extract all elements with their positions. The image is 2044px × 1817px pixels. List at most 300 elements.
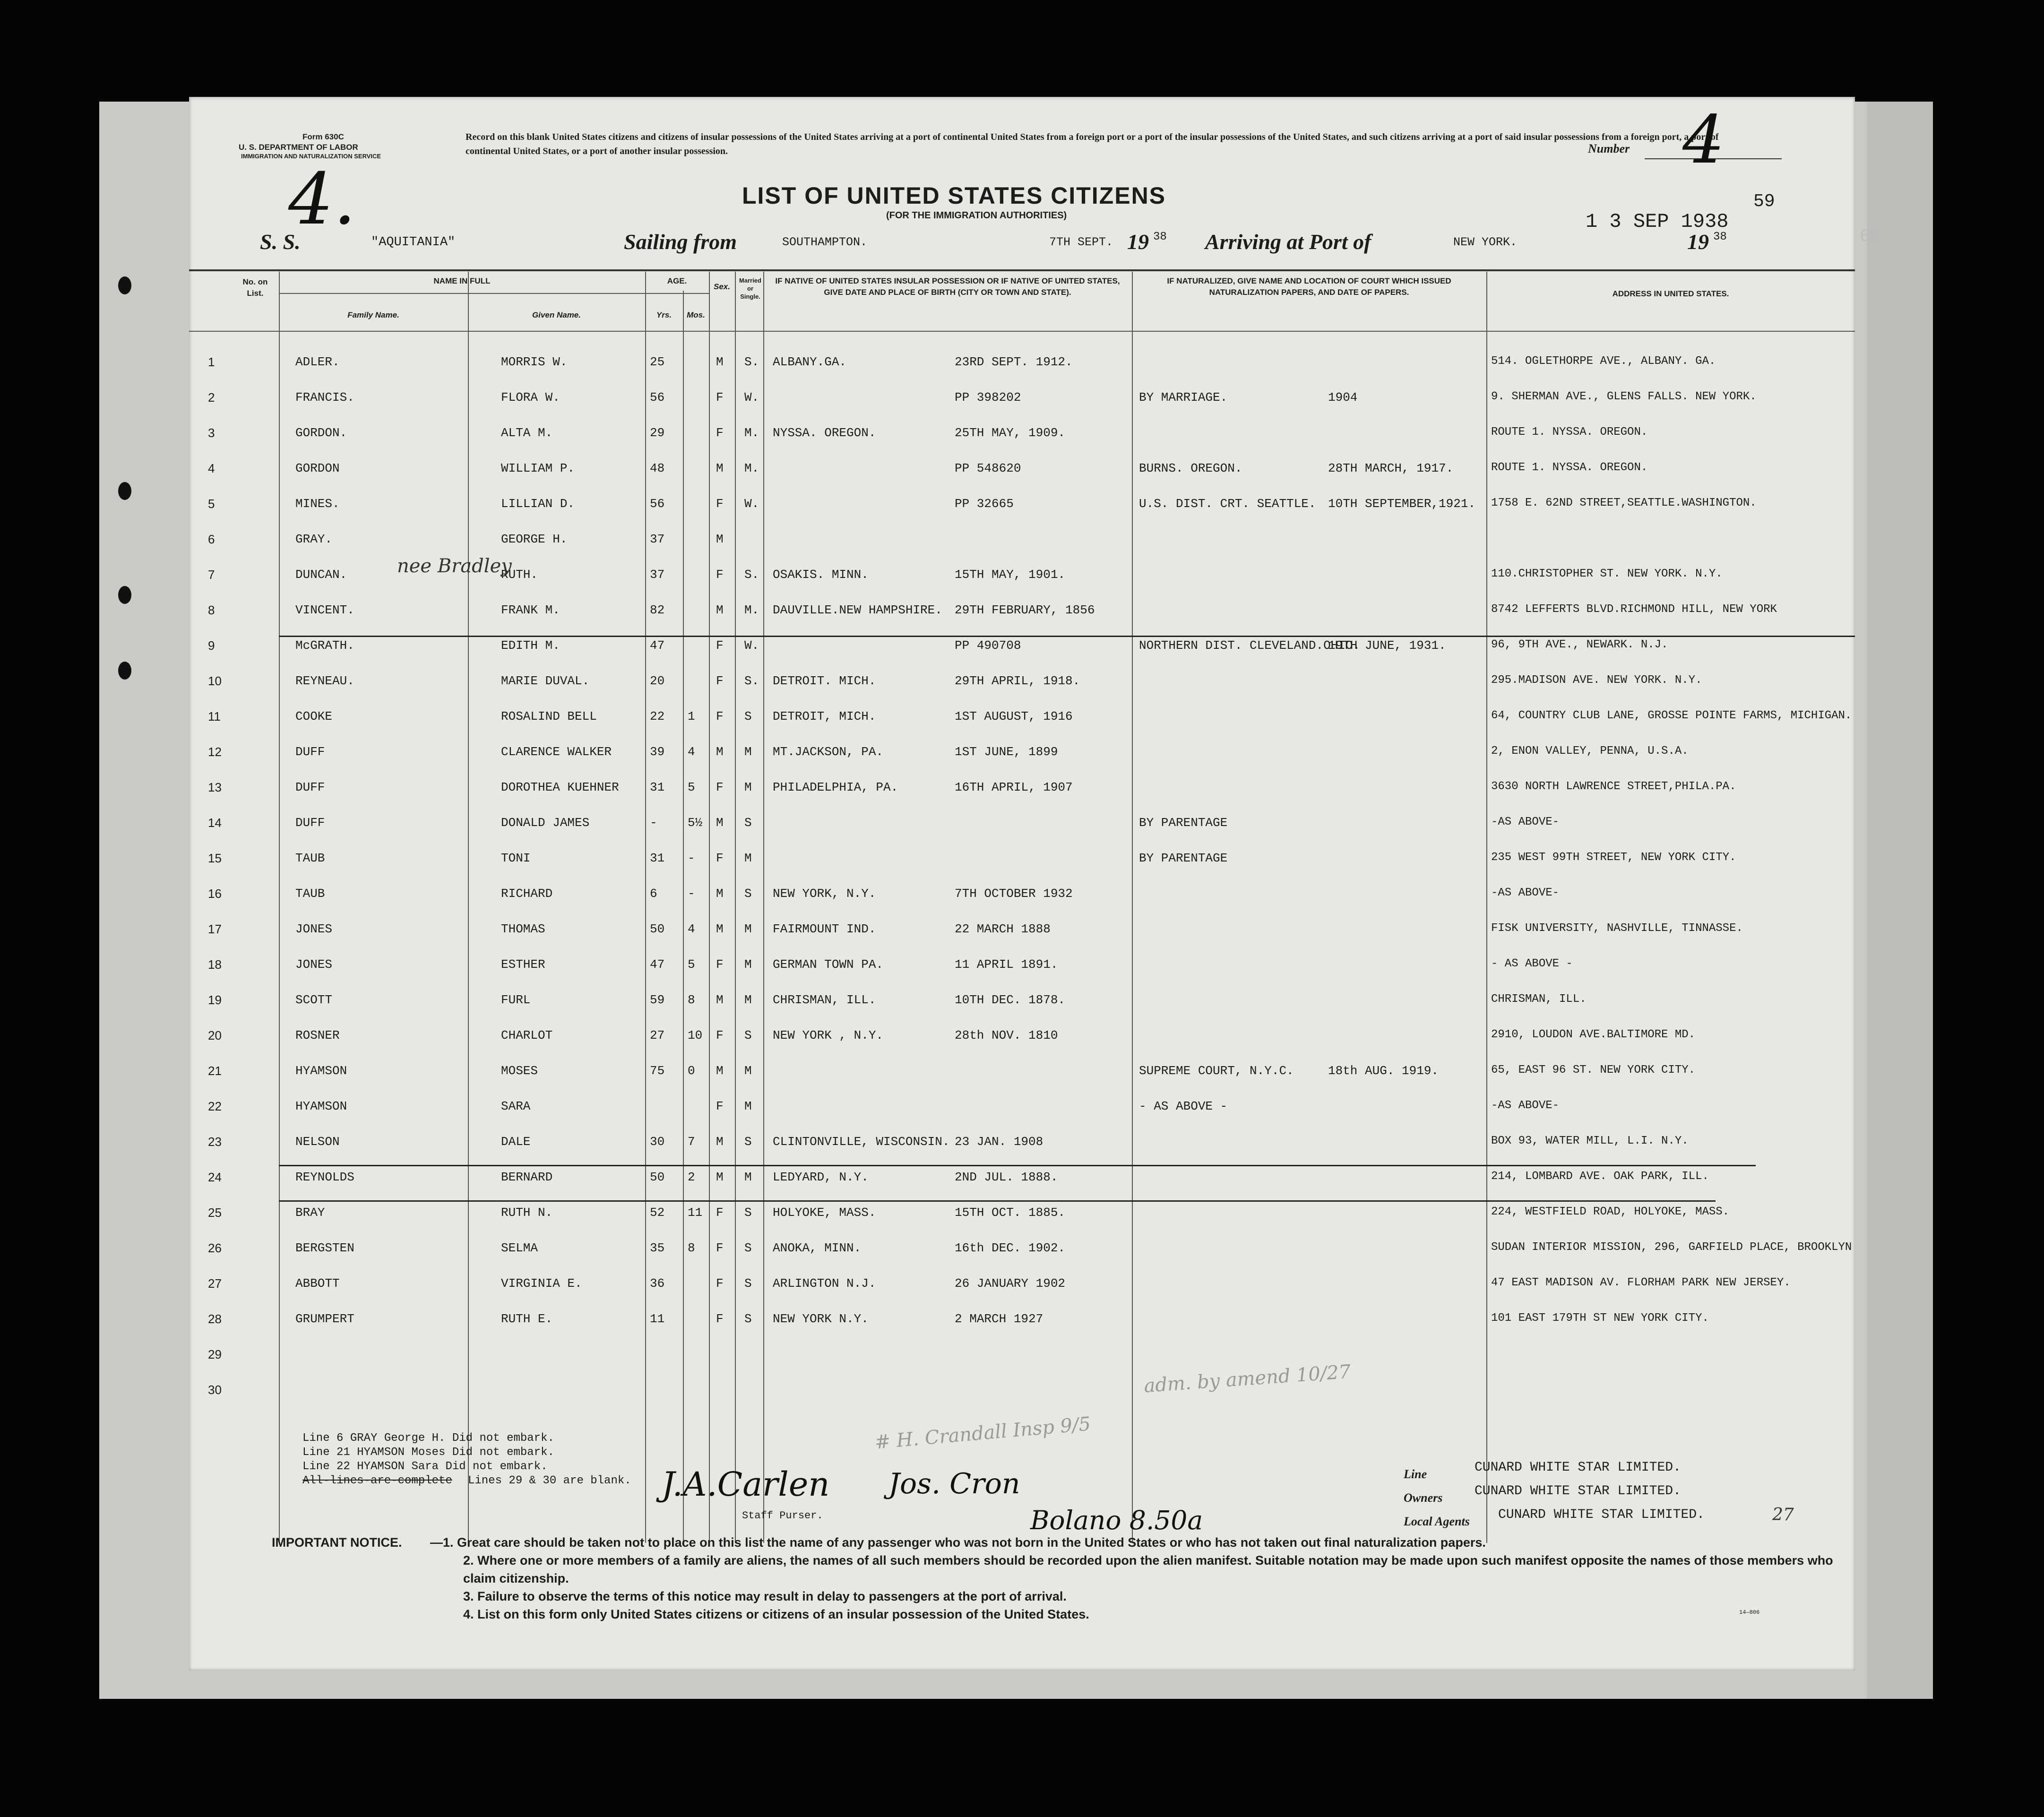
- birth-place: CHRISMAN, ILL.: [773, 993, 876, 1007]
- us-address: 3630 NORTH LAWRENCE STREET,PHILA.PA.: [1491, 780, 1736, 793]
- row-number: 12: [208, 745, 222, 759]
- col-no: No. on List.: [242, 277, 268, 298]
- age-years: 47: [650, 638, 665, 653]
- page-subtitle: (FOR THE IMMIGRATION AUTHORITIES): [886, 210, 1067, 221]
- us-address: ROUTE 1. NYSSA. OREGON.: [1491, 461, 1648, 474]
- notice-3: 3. Failure to observe the terms of this notice may result in delay to passengers at the port of arrival.: [463, 1589, 1067, 1603]
- birth-date: 29TH APRIL, 1918.: [955, 674, 1080, 688]
- us-address: 1758 E. 62ND STREET,SEATTLE.WASHINGTON.: [1491, 497, 1757, 509]
- given-name: RICHARD: [501, 887, 553, 901]
- marital-status: W.: [744, 638, 759, 653]
- owners-value: CUNARD WHITE STAR LIMITED.: [1475, 1484, 1681, 1498]
- table-row: [189, 662, 1855, 697]
- table-row: [189, 1229, 1855, 1264]
- marital-status: M: [744, 1099, 752, 1113]
- handwritten-inspector: # H. Crandall Insp 9/5: [873, 1413, 1092, 1454]
- service: IMMIGRATION AND NATURALIZATION SERVICE: [241, 153, 381, 160]
- marital-status: M: [744, 993, 752, 1007]
- col-given: Given Name.: [532, 310, 581, 319]
- age-months: -: [688, 851, 695, 865]
- sex: F: [716, 1206, 724, 1220]
- age-months: 5½: [688, 816, 703, 830]
- family-name: BRAY: [295, 1206, 325, 1220]
- us-address: 64, COUNTRY CLUB LANE, GROSSE POINTE FARMS, MICHIGAN.: [1491, 709, 1852, 722]
- sex: F: [716, 1099, 724, 1113]
- us-address: -AS ABOVE-: [1491, 1099, 1560, 1112]
- naturalization-court: - AS ABOVE -: [1139, 1099, 1228, 1113]
- header-rule: [189, 269, 1855, 271]
- given-name: VIRGINIA E.: [501, 1276, 582, 1291]
- age-years: 31: [650, 851, 665, 865]
- naturalization-date: 1904: [1328, 390, 1358, 405]
- age-years: 37: [650, 532, 665, 546]
- naturalization-date: 18th AUG. 1919.: [1328, 1064, 1439, 1078]
- family-name: NELSON: [295, 1135, 340, 1149]
- birth-place: NYSSA. OREGON.: [773, 426, 876, 440]
- family-name: REYNEAU.: [295, 674, 354, 688]
- birth-date: 26 JANUARY 1902: [955, 1276, 1066, 1291]
- manifest-rows: [189, 343, 1855, 1524]
- col-yrs: Yrs.: [656, 310, 672, 319]
- table-row: [189, 343, 1855, 378]
- line-label: Line: [1404, 1467, 1427, 1481]
- given-name: SARA: [501, 1099, 531, 1113]
- birth-place: NEW YORK , N.Y.: [773, 1028, 884, 1042]
- age-months: 7: [688, 1135, 695, 1149]
- row-number: 17: [208, 922, 222, 936]
- birth-place: DAUVILLE.NEW HAMPSHIRE.: [773, 603, 942, 617]
- marital-status: S: [744, 1135, 752, 1149]
- sex: M: [716, 745, 724, 759]
- local-agents-value: CUNARD WHITE STAR LIMITED.: [1498, 1507, 1705, 1522]
- marital-status: S.: [744, 568, 759, 582]
- marital-status: S: [744, 816, 752, 830]
- birth-date: 16TH APRIL, 1907: [955, 780, 1073, 794]
- age-months: 5: [688, 957, 695, 972]
- given-name: RUTH N.: [501, 1206, 553, 1220]
- table-row: [189, 945, 1855, 981]
- family-name: FRANCIS.: [295, 390, 354, 405]
- age-years: 27: [650, 1028, 665, 1042]
- birth-date: 10TH DEC. 1878.: [955, 993, 1066, 1007]
- marital-status: M.: [744, 461, 759, 475]
- family-name: HYAMSON: [295, 1099, 347, 1113]
- given-name: RUTH.: [501, 568, 538, 582]
- given-name: FURL: [501, 993, 531, 1007]
- col-married: Married or Single.: [739, 277, 761, 300]
- age-months: 5: [688, 780, 695, 794]
- marital-status: S: [744, 709, 752, 723]
- sex: F: [716, 390, 724, 405]
- birth-place: ANOKA, MINN.: [773, 1241, 862, 1255]
- age-months: 1: [688, 709, 695, 723]
- ss-label: S. S.: [260, 230, 301, 254]
- us-address: - AS ABOVE -: [1491, 957, 1573, 970]
- age-years: 37: [650, 568, 665, 582]
- table-row: [189, 1051, 1855, 1087]
- note-line-2: Line 21 HYAMSON Moses Did not embark.: [302, 1446, 554, 1459]
- given-name: FRANK M.: [501, 603, 560, 617]
- family-name: GRAY.: [295, 532, 333, 546]
- table-row: [189, 1122, 1855, 1158]
- family-name: BERGSTEN: [295, 1241, 354, 1255]
- inspector-signature: Jos. Cron: [888, 1467, 1020, 1500]
- marital-status: M: [744, 780, 752, 794]
- table-row: [189, 413, 1855, 449]
- birth-date: 1ST JUNE, 1899: [955, 745, 1058, 759]
- table-row: [189, 449, 1855, 484]
- birth-place: LEDYARD, N.Y.: [773, 1170, 869, 1184]
- sex: M: [716, 603, 724, 617]
- birth-date: 11 APRIL 1891.: [955, 957, 1058, 972]
- sex: M: [716, 355, 724, 369]
- row-number: 28: [208, 1312, 222, 1326]
- sex: M: [716, 1064, 724, 1078]
- family-name: MINES.: [295, 497, 340, 511]
- table-row: [189, 591, 1855, 626]
- age-months: 0: [688, 1064, 695, 1078]
- binding-edge: [1867, 102, 1933, 1699]
- age-years: 11: [650, 1312, 665, 1326]
- manifest-table: [189, 272, 1855, 1548]
- birth-date: 23 JAN. 1908: [955, 1135, 1044, 1149]
- birth-date: 1ST AUGUST, 1916: [955, 709, 1073, 723]
- age-years: 48: [650, 461, 665, 475]
- us-address: 224, WESTFIELD ROAD, HOLYOKE, MASS.: [1491, 1206, 1730, 1218]
- marital-status: M: [744, 851, 752, 865]
- age-years: 75: [650, 1064, 665, 1078]
- given-name: CLARENCE WALKER: [501, 745, 612, 759]
- marital-status: S.: [744, 355, 759, 369]
- naturalization-court: BY MARRIAGE.: [1139, 390, 1228, 405]
- table-row: [189, 839, 1855, 874]
- birth-place: MT.JACKSON, PA.: [773, 745, 884, 759]
- sex: F: [716, 674, 724, 688]
- marital-status: M.: [744, 603, 759, 617]
- owners-label: Owners: [1404, 1491, 1443, 1505]
- row-number: 10: [208, 674, 222, 688]
- birth-place: NEW YORK, N.Y.: [773, 887, 876, 901]
- sex: M: [716, 1135, 724, 1149]
- family-name: DUFF: [295, 780, 325, 794]
- table-row: [189, 874, 1855, 910]
- ship-name: "AQUITANIA": [371, 235, 456, 250]
- sailing-date: 7TH SEPT.: [1049, 235, 1113, 249]
- us-address: 2, ENON VALLEY, PENNA, U.S.A.: [1491, 745, 1689, 758]
- family-name: DUFF: [295, 816, 325, 830]
- us-address: 9. SHERMAN AVE., GLENS FALLS. NEW YORK.: [1491, 390, 1757, 403]
- row-number: 8: [208, 603, 215, 617]
- naturalization-court: NORTHERN DIST. CLEVELAND.OHIO.: [1139, 638, 1361, 653]
- naturalization-date: 28TH MARCH, 1917.: [1328, 461, 1454, 475]
- age-years: 59: [650, 993, 665, 1007]
- table-row: [189, 1158, 1855, 1193]
- age-years: 50: [650, 922, 665, 936]
- marital-status: S: [744, 1312, 752, 1326]
- passenger-count: 27: [1772, 1505, 1794, 1524]
- sailing-label: Sailing from: [624, 230, 737, 254]
- row-number: 25: [208, 1206, 222, 1220]
- row-number: 21: [208, 1064, 222, 1078]
- table-row: [189, 626, 1855, 662]
- sex: F: [716, 1241, 724, 1255]
- row-number: 13: [208, 780, 222, 794]
- table-row: [189, 981, 1855, 1016]
- row-number: 3: [208, 426, 215, 440]
- age-years: 30: [650, 1135, 665, 1149]
- table-row: [189, 1087, 1855, 1122]
- family-name: HYAMSON: [295, 1064, 347, 1078]
- punch-hole: [118, 662, 131, 680]
- us-address: SUDAN INTERIOR MISSION, 296, GARFIELD PLACE, BROOKLYN: [1491, 1241, 1852, 1254]
- birth-place: GERMAN TOWN PA.: [773, 957, 884, 972]
- marital-status: W.: [744, 390, 759, 405]
- notice-2: 2. Where one or more members of a family are aliens, the names of all such members should be recorded upon the alien manifest. Suitable notation may be made upon such manifest opposite the names of those members who claim citizenship.: [463, 1553, 1833, 1585]
- table-row: [189, 520, 1855, 555]
- arriving-label: Arriving at Port of: [1205, 230, 1371, 254]
- number-label: Number: [1588, 142, 1630, 155]
- given-name: EDITH M.: [501, 638, 560, 653]
- sex: F: [716, 957, 724, 972]
- row-number: 1: [208, 355, 215, 369]
- birth-place: PHILADELPHIA, PA.: [773, 780, 898, 794]
- age-years: -: [650, 816, 657, 830]
- handwritten-nee: nee Bradley: [397, 555, 512, 577]
- arrival-stamp: 1 3 SEP 1938: [1586, 210, 1729, 233]
- us-address: -AS ABOVE-: [1491, 887, 1560, 899]
- sex: F: [716, 638, 724, 653]
- birth-place: HOLYOKE, MASS.: [773, 1206, 876, 1220]
- row-number: 27: [208, 1276, 222, 1291]
- table-row: [189, 732, 1855, 768]
- age-months: 2: [688, 1170, 695, 1184]
- age-years: 50: [650, 1170, 665, 1184]
- family-name: JONES: [295, 922, 333, 936]
- given-name: DOROTHEA KUEHNER: [501, 780, 619, 794]
- side-number: 65: [1860, 227, 1880, 246]
- handwritten-amend: adm. by amend 10/27: [1143, 1361, 1352, 1397]
- row-number: 20: [208, 1028, 222, 1042]
- birth-place: CLINTONVILLE, WISCONSIN.: [773, 1135, 950, 1149]
- family-name: ROSNER: [295, 1028, 340, 1042]
- us-address: 96, 9TH AVE., NEWARK. N.J.: [1491, 638, 1668, 651]
- family-name: ABBOTT: [295, 1276, 340, 1291]
- age-years: 36: [650, 1276, 665, 1291]
- family-name: ADLER.: [295, 355, 340, 369]
- local-agents-label: Local Agents: [1404, 1515, 1470, 1528]
- table-row: [189, 1335, 1855, 1370]
- given-name: WILLIAM P.: [501, 461, 575, 475]
- arrival-year-prefix: 19: [1687, 230, 1709, 254]
- arrival-port: NEW YORK.: [1453, 235, 1518, 249]
- marital-status: S: [744, 1028, 752, 1042]
- birth-place: ARLINGTON N.J.: [773, 1276, 876, 1291]
- us-address: 2910, LOUDON AVE.BALTIMORE MD.: [1491, 1028, 1696, 1041]
- us-address: 8742 LEFFERTS BLVD.RICHMOND HILL, NEW YORK: [1491, 603, 1777, 616]
- naturalization-date: 10TH SEPTEMBER,1921.: [1328, 497, 1476, 511]
- marital-status: S: [744, 1241, 752, 1255]
- age-years: 22: [650, 709, 665, 723]
- sailing-year: 38: [1153, 231, 1167, 243]
- us-address: CHRISMAN, ILL.: [1491, 993, 1587, 1006]
- age-months: 11: [688, 1206, 703, 1220]
- note-line-4-struck: All-lines-are-complete: [302, 1474, 452, 1487]
- birth-date: 2ND JUL. 1888.: [955, 1170, 1058, 1184]
- marital-status: M: [744, 745, 752, 759]
- sex: F: [716, 497, 724, 511]
- birth-date: 29TH FEBRUARY, 1856: [955, 603, 1095, 617]
- marital-status: M: [744, 1170, 752, 1184]
- us-address: 235 WEST 99TH STREET, NEW YORK CITY.: [1491, 851, 1736, 864]
- age-years: 52: [650, 1206, 665, 1220]
- family-name: SCOTT: [295, 993, 333, 1007]
- family-name: TAUB: [295, 851, 325, 865]
- notice-heading: IMPORTANT NOTICE.: [272, 1535, 402, 1550]
- col-name-in-full: NAME IN FULL: [433, 276, 491, 285]
- table-row: [189, 1193, 1855, 1229]
- boarding-note: Bolano 8.50a: [1030, 1505, 1203, 1535]
- table-row: [189, 803, 1855, 839]
- birth-date: 15TH OCT. 1885.: [955, 1206, 1066, 1220]
- us-address: 514. OGLETHORPE AVE., ALBANY. GA.: [1491, 355, 1716, 368]
- staff-purser: Staff Purser.: [742, 1510, 823, 1522]
- family-name: DUFF: [295, 745, 325, 759]
- note-line-3: Line 22 HYAMSON Sara Did not embark.: [302, 1460, 548, 1473]
- manifest-sheet: [189, 97, 1880, 1671]
- table-row: [189, 484, 1855, 520]
- row-number: 9: [208, 638, 215, 653]
- family-name: GORDON.: [295, 426, 347, 440]
- age-years: 39: [650, 745, 665, 759]
- sex: M: [716, 993, 724, 1007]
- age-months: 10: [688, 1028, 703, 1042]
- given-name: FLORA W.: [501, 390, 560, 405]
- family-name: DUNCAN.: [295, 568, 347, 582]
- strike-line: [279, 636, 1855, 637]
- age-years: 35: [650, 1241, 665, 1255]
- given-name: ROSALIND BELL: [501, 709, 597, 723]
- sex: M: [716, 1170, 724, 1184]
- sex: F: [716, 709, 724, 723]
- handwritten-number: 4: [1682, 102, 1725, 179]
- row-number: 4: [208, 461, 215, 475]
- sex: M: [716, 461, 724, 475]
- given-name: DALE: [501, 1135, 531, 1149]
- table-row: [189, 1300, 1855, 1335]
- us-address: BOX 93, WATER MILL, L.I. N.Y.: [1491, 1135, 1689, 1147]
- table-row: [189, 378, 1855, 413]
- us-address: 101 EAST 179TH ST NEW YORK CITY.: [1491, 1312, 1709, 1325]
- birth-date: PP 548620: [955, 461, 1021, 475]
- sex: M: [716, 532, 724, 546]
- us-address: 47 EAST MADISON AV. FLORHAM PARK NEW JERSEY.: [1491, 1276, 1791, 1289]
- age-months: 4: [688, 922, 695, 936]
- sex: M: [716, 887, 724, 901]
- us-address: FISK UNIVERSITY, NASHVILLE, TINNASSE.: [1491, 922, 1743, 935]
- table-row: [189, 768, 1855, 803]
- page-number: 59: [1753, 191, 1775, 212]
- row-number: 19: [208, 993, 222, 1007]
- row-number: 2: [208, 390, 215, 405]
- sex: F: [716, 780, 724, 794]
- family-name: REYNOLDS: [295, 1170, 354, 1184]
- table-row: [189, 1370, 1855, 1406]
- us-address: 214, LOMBARD AVE. OAK PARK, ILL.: [1491, 1170, 1709, 1183]
- marital-status: S.: [744, 674, 759, 688]
- naturalization-court: BURNS. OREGON.: [1139, 461, 1242, 475]
- from-port: SOUTHAMPTON.: [782, 235, 868, 249]
- sex: F: [716, 851, 724, 865]
- naturalization-date: 19TH JUNE, 1931.: [1328, 638, 1446, 653]
- strike-line: [279, 1200, 1716, 1202]
- row-number: 5: [208, 497, 215, 511]
- age-years: 56: [650, 497, 665, 511]
- age-years: 47: [650, 957, 665, 972]
- family-name: VINCENT.: [295, 603, 354, 617]
- us-address: -AS ABOVE-: [1491, 816, 1560, 828]
- row-number: 7: [208, 568, 215, 582]
- birth-date: PP 398202: [955, 390, 1021, 405]
- given-name: BERNARD: [501, 1170, 553, 1184]
- given-name: MORRIS W.: [501, 355, 568, 369]
- birth-date: 22 MARCH 1888: [955, 922, 1051, 936]
- marital-status: M: [744, 1064, 752, 1078]
- punch-hole: [118, 586, 131, 604]
- row-number: 18: [208, 957, 222, 972]
- family-name: TAUB: [295, 887, 325, 901]
- age-years: 6: [650, 887, 657, 901]
- given-name: THOMAS: [501, 922, 545, 936]
- us-address: 295.MADISON AVE. NEW YORK. N.Y.: [1491, 674, 1702, 687]
- strike-line: [279, 1165, 1756, 1166]
- birth-place: ALBANY.GA.: [773, 355, 847, 369]
- sex: F: [716, 568, 724, 582]
- col-family: Family Name.: [347, 310, 399, 319]
- table-row: [189, 697, 1855, 732]
- given-name: MOSES: [501, 1064, 538, 1078]
- age-months: 4: [688, 745, 695, 759]
- age-months: 8: [688, 1241, 695, 1255]
- age-months: 8: [688, 993, 695, 1007]
- marital-status: M: [744, 957, 752, 972]
- given-name: CHARLOT: [501, 1028, 553, 1042]
- marital-status: M: [744, 922, 752, 936]
- col-sex: Sex.: [714, 282, 730, 291]
- table-row: [189, 910, 1855, 945]
- arrival-year: 38: [1713, 231, 1727, 243]
- notice-1: —1. Great care should be taken not to place on this list the name of any passenger who was not born in the United States or who has not taken out final naturalization papers.: [430, 1535, 1486, 1550]
- birth-place: DETROIT, MICH.: [773, 709, 876, 723]
- family-name: COOKE: [295, 709, 333, 723]
- row-number: 30: [208, 1383, 222, 1397]
- family-name: GORDON: [295, 461, 340, 475]
- punch-hole: [118, 276, 131, 294]
- row-number: 14: [208, 816, 222, 830]
- given-name: LILLIAN D.: [501, 497, 575, 511]
- marital-status: M.: [744, 426, 759, 440]
- birth-date: 7TH OCTOBER 1932: [955, 887, 1073, 901]
- row-number: 6: [208, 532, 215, 546]
- year-prefix: 19: [1127, 230, 1149, 254]
- us-address: ROUTE 1. NYSSA. OREGON.: [1491, 426, 1648, 439]
- given-name: ALTA M.: [501, 426, 553, 440]
- age-years: 29: [650, 426, 665, 440]
- birth-date: PP 32665: [955, 497, 1014, 511]
- purser-signature: J.A.Carlen: [662, 1465, 830, 1504]
- sex: F: [716, 426, 724, 440]
- naturalization-court: SUPREME COURT, N.Y.C.: [1139, 1064, 1294, 1078]
- birth-place: NEW YORK N.Y.: [773, 1312, 869, 1326]
